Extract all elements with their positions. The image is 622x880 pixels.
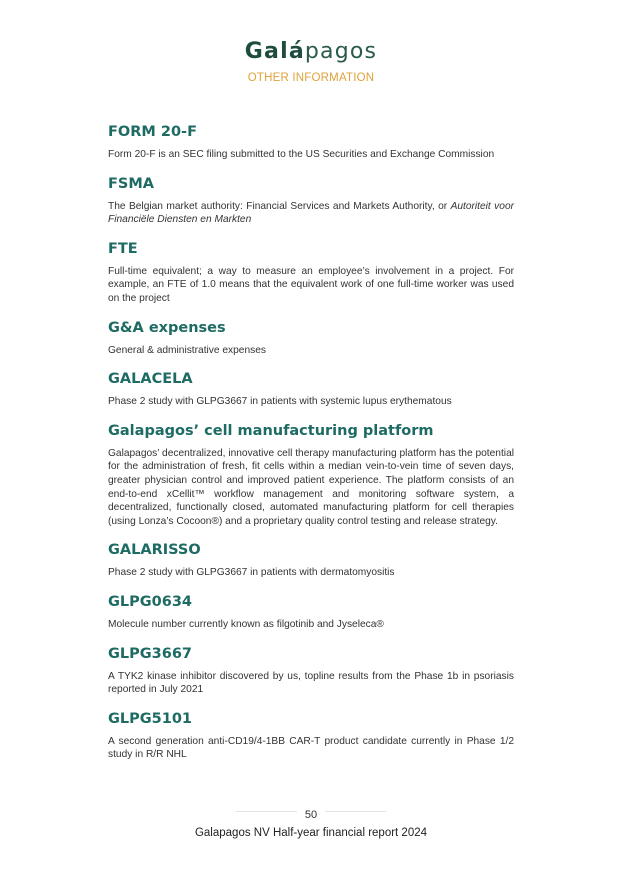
glossary-entry-cell-manufacturing (108, 421, 514, 529)
glossary-term: FSMA (108, 175, 154, 192)
glossary-term: G&A expenses (108, 319, 226, 336)
glossary-definition: A second generation anti-CD19/4-1BB CAR-T product candidate currently in Phase 1/2 study in R/R NHL (108, 735, 514, 761)
glossary-definition: General & administrative expenses (108, 344, 266, 356)
glossary-entry-fsma (108, 174, 514, 227)
glossary-entry-glpg0634 (108, 592, 514, 632)
report-title: Galapagos NV Half-year financial report 2024 (194, 827, 428, 839)
glossary-entry-glpg3667 (108, 644, 514, 697)
glossary-definition: Galapagos’ decentralized, innovative cell therapy manufacturing platform has the potential for the administration of fresh, fit cells within a median vein-to-vein time of seven days, greater physician control and improved patient experience. The platform consists of an end-to-end xCellit™ workflow management and monitoring software system, a decentralized, functionally closed, automated manufacturing platform for cell therapies (using Lonza’s Cocoon®) and a proprietary quality control testing and release strategy. (108, 447, 514, 527)
glossary-term: GALARISSO (108, 542, 201, 559)
galapagos-logo (0, 38, 622, 66)
glossary-entry-galarisso (108, 540, 514, 580)
glossary-definition: Phase 2 study with GLPG3667 in patients with systemic lupus erythematous (108, 396, 452, 408)
glossary-entry-form-20f (108, 122, 514, 162)
section-label: OTHER INFORMATION (247, 72, 375, 84)
glossary-term: GALACELA (108, 371, 193, 388)
logo-part-light: pagos (304, 39, 378, 64)
glossary-list (108, 122, 514, 774)
page-footer (0, 804, 622, 839)
glossary-definition: Phase 2 study with GLPG3667 in patients with dermatomyositis (108, 567, 395, 579)
glossary-entry-galacela (108, 369, 514, 409)
glossary-term: FTE (108, 240, 138, 257)
glossary-definition: A TYK2 kinase inhibitor discovered by us, topline results from the Phase 1b in psoriasis reported in July 2021 (108, 670, 514, 696)
glossary-entry-fte (108, 239, 514, 306)
definition-italic: Autoriteit voor Financiële Diensten en Markten (108, 200, 514, 226)
glossary-definition: Full-time equivalent; a way to measure an employee’s involvement in a project. For example, an FTE of 1.0 means that the equivalent work of one full-time worker was used on the project (108, 265, 514, 304)
page-number: 50 (297, 809, 325, 821)
glossary-definition: Form 20-F is an SEC filing submitted to the US Securities and Exchange Commission (108, 149, 495, 160)
glossary-entry-glpg5101 (108, 709, 514, 762)
definition-text: The Belgian market authority: Financial Services and Markets Authority, or (108, 200, 451, 212)
glossary-entry-ga-expenses (108, 318, 514, 358)
page-header (0, 38, 622, 84)
glossary-definition: Molecule number currently known as filgotinib and Jyseleca® (108, 618, 384, 630)
glossary-term: GLPG0634 (108, 593, 193, 610)
logo-part-bold: Galá (244, 39, 305, 64)
glossary-term: GLPG5101 (108, 710, 193, 727)
glossary-definition (108, 200, 514, 227)
glossary-term: GLPG3667 (108, 645, 193, 662)
glossary-term: FORM 20-F (108, 124, 197, 140)
glossary-term: Galapagos’ cell manufacturing platform (108, 422, 434, 439)
